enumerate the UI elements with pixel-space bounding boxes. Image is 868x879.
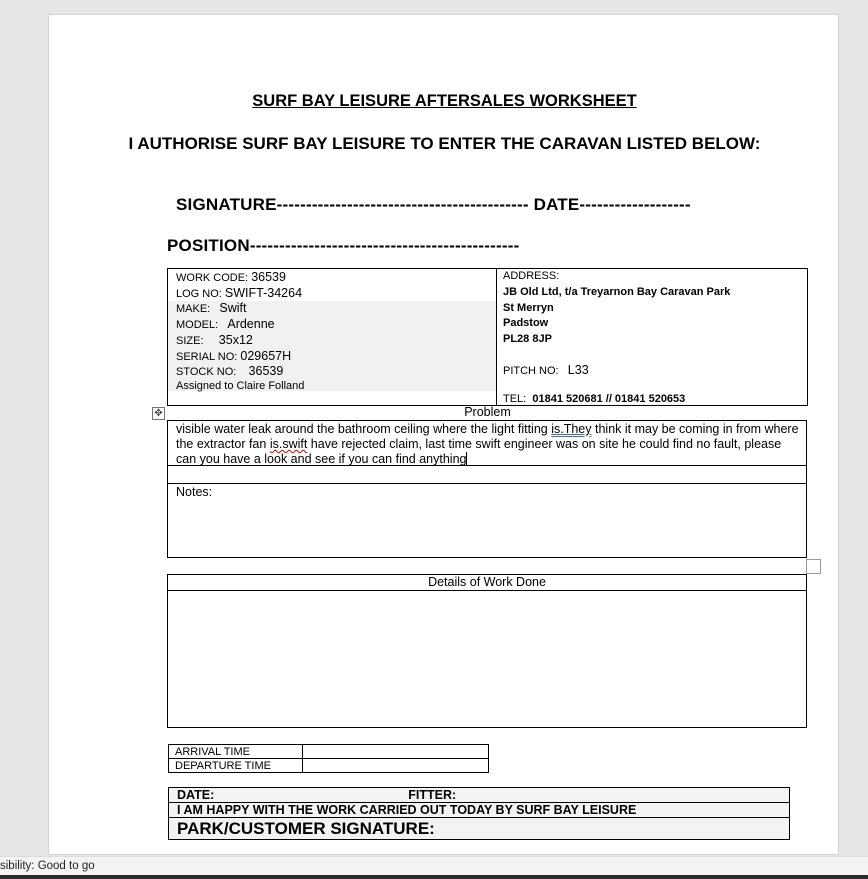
telephone-field: TEL: 01841 520681 // 01841 520653: [503, 393, 686, 405]
work-code-field: WORK CODE: 36539: [176, 270, 286, 284]
notes-label: Notes:: [176, 485, 213, 499]
date-label: DATE:: [177, 788, 215, 802]
address-line-4: PL28 8JP: [503, 333, 552, 345]
caravan-info-cell[interactable]: [168, 269, 497, 406]
table-resize-handle-icon[interactable]: [806, 559, 821, 574]
address-line-3: Padstow: [503, 317, 549, 329]
arrival-time-label: ARRIVAL TIME: [169, 745, 303, 759]
problem-divider: [168, 465, 806, 466]
grammar-flag: is.They: [551, 422, 592, 436]
work-done-heading: Details of Work Done: [168, 575, 806, 591]
arrival-time-input[interactable]: [303, 745, 489, 759]
park-customer-signature[interactable]: PARK/CUSTOMER SIGNATURE:: [169, 818, 790, 840]
spelling-flag: is.swift: [269, 437, 308, 451]
position-line: POSITION----------------------------------------------: [167, 236, 520, 255]
address-label: ADDRESS:: [503, 270, 560, 282]
problem-box[interactable]: [167, 420, 807, 484]
model-field: MODEL: Ardenne: [176, 317, 275, 331]
signoff-table: [168, 787, 790, 840]
departure-time-label: DEPARTURE TIME: [169, 759, 303, 773]
status-bar: [0, 856, 868, 876]
problem-heading: Problem: [464, 405, 511, 419]
authorise-statement: I AUTHORISE SURF BAY LEISURE TO ENTER THE CARAVAN LISTED BELOW:: [128, 134, 761, 153]
text-cursor: [466, 452, 467, 465]
assigned-to: Assigned to Claire Folland: [176, 380, 305, 392]
document-page[interactable]: [48, 14, 839, 855]
problem-description[interactable]: visible water leak around the bathroom ceiling where the light fitting is.They think it may be coming in from where the extractor fan is.swift have rejected claim, last time swift engineer was on site he could find no fault, please can you have a look and see if you can find anything: [176, 422, 799, 466]
log-no-field: LOG NO: SWIFT-34264: [176, 286, 303, 300]
address-line-2: St Merryn: [503, 302, 554, 314]
notes-box[interactable]: [167, 483, 807, 558]
pitch-no-field: PITCH NO: L33: [503, 363, 589, 377]
happy-statement: I AM HAPPY WITH THE WORK CARRIED OUT TODAY BY SURF BAY LEISURE: [169, 803, 790, 818]
accessibility-status[interactable]: sibility: Good to go: [0, 860, 95, 872]
signature-date-line: SIGNATURE------------------------------------------- DATE-------------------: [176, 195, 691, 214]
date-fitter-row[interactable]: [169, 788, 790, 803]
address-cell[interactable]: [497, 269, 808, 406]
serial-no-field: SERIAL NO: 029657H: [176, 349, 292, 363]
table-move-handle-icon[interactable]: ✥: [152, 407, 165, 420]
size-field: SIZE: 35x12: [176, 333, 253, 347]
work-done-box[interactable]: [167, 574, 807, 728]
times-table: [168, 744, 489, 773]
stock-no-field: STOCK NO: 36539: [176, 364, 284, 378]
fitter-label: FITTER:: [408, 788, 457, 802]
address-line-1: JB Old Ltd, t/a Treyarnon Bay Caravan Park: [503, 286, 731, 298]
departure-time-input[interactable]: [303, 759, 489, 773]
caravan-details-table: [167, 268, 808, 406]
worksheet-title: SURF BAY LEISURE AFTERSALES WORKSHEET: [252, 92, 637, 110]
taskbar-strip: [0, 875, 868, 879]
make-field: MAKE: Swift: [176, 301, 247, 315]
